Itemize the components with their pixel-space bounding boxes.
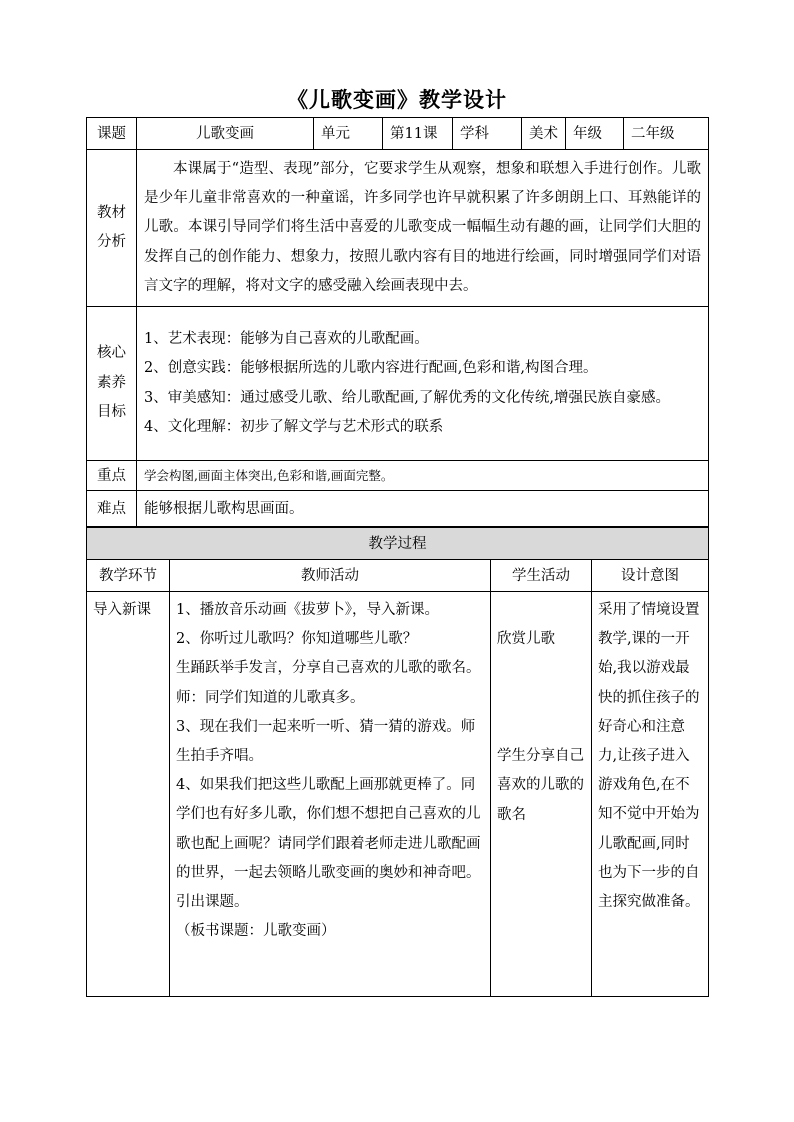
student-step: 学生分享自己喜欢的儿歌的歌名 xyxy=(497,748,584,823)
header-row xyxy=(87,118,709,150)
topic-label: 课题 xyxy=(87,118,137,150)
analysis-label: 教材分析 xyxy=(87,150,137,307)
difficulty-label: 难点 xyxy=(87,491,137,527)
unit-value: 第11课 xyxy=(383,118,453,150)
teacher-step: 生踊跃举手发言，分享自己喜欢的儿歌的歌名。 xyxy=(176,660,481,677)
col-header-teacher: 教师活动 xyxy=(170,560,491,592)
process-title: 教学过程 xyxy=(87,528,709,560)
key-point-label: 重点 xyxy=(87,461,137,491)
teacher-step: 师：同学们知道的儿歌真多。 xyxy=(176,689,365,706)
topic-value: 儿歌变画 xyxy=(137,118,314,150)
key-point-text: 学会构图,画面主体突出,色彩和谐,画面完整。 xyxy=(137,461,709,491)
teacher-step: 4、如果我们把这些儿歌配上画那就更棒了。同学们也有好多儿歌，你们想不想把自己喜欢的儿歌也配上画呢？请同学们跟着老师走进儿歌配画的世界，一起去领略儿歌变画的奥妙和神奇吧。引出课题。 xyxy=(176,777,481,911)
core-item: 3、审美感知：通过感受儿歌、给儿歌配画,了解优秀的文化传统,增强民族自豪感。 xyxy=(144,389,670,406)
page-title: 《儿歌变画》教学设计 xyxy=(287,87,507,112)
grade-label: 年级 xyxy=(566,118,624,150)
info-table xyxy=(86,117,709,527)
student-step: 欣赏儿歌 xyxy=(497,631,555,647)
core-label: 核心素养目标 xyxy=(87,307,137,461)
process-row xyxy=(87,592,709,997)
teacher-activity xyxy=(170,592,491,997)
core-item: 2、创意实践：能够根据所选的儿歌内容进行配画,色彩和谐,构图合理。 xyxy=(144,360,598,376)
unit-label: 单元 xyxy=(314,118,383,150)
core-items xyxy=(137,307,709,461)
subject-value: 美术 xyxy=(522,118,566,150)
col-header-intent: 设计意图 xyxy=(592,560,709,592)
subject-label: 学科 xyxy=(453,118,522,150)
core-row xyxy=(87,307,709,461)
analysis-text: 本课属于“造型、表现”部分，它要求学生从观察，想象和联想入手进行创作。儿歌是少年儿童非常喜欢的一种童谣，许多同学也许早就积累了许多朗朗上口、耳熟能详的儿歌。本课引导同学们将生活中喜爱的儿歌变成一幅幅生动有趣的画，让同学们大胆的发挥自己的创作能力、想象力，按照儿歌内容有目的地进行绘画，同时增强同学们对语言文字的理解，将对文字的感受融入绘画表现中去。 xyxy=(137,150,709,307)
teacher-step: 3、现在我们一起来听一听、猜一猜的游戏。师生拍手齐唱。 xyxy=(176,718,476,765)
col-header-stage: 教学环节 xyxy=(87,560,170,592)
difficulty-row xyxy=(87,491,709,527)
teacher-step: 2、你听过儿歌吗？你知道哪些儿歌？ xyxy=(176,631,418,648)
student-activity xyxy=(491,592,592,997)
difficulty-text: 能够根据儿歌构思画面。 xyxy=(137,491,709,527)
teacher-step: 1、播放音乐动画《拔萝卜》，导入新课。 xyxy=(176,602,439,618)
analysis-row xyxy=(87,150,709,307)
design-intent: 采用了情境设置教学,课的一开始,我以游戏最快的抓住孩子的好奇心和注意力,让孩子进入游戏角色,在不知不觉中开始为儿歌配画,同时也为下一步的自主探究做准备。 xyxy=(592,592,709,997)
process-title-row xyxy=(87,528,709,560)
key-point-row xyxy=(87,461,709,491)
grade-value: 二年级 xyxy=(624,118,709,150)
process-header-row xyxy=(87,560,709,592)
stage-cell: 导入新课 xyxy=(87,592,170,997)
core-item: 4、文化理解：初步了解文学与艺术形式的联系 xyxy=(144,419,444,435)
teacher-step: （板书课题：儿歌变画） xyxy=(176,923,336,940)
col-header-student: 学生活动 xyxy=(491,560,592,592)
core-item: 1、艺术表现：能够为自己喜欢的儿歌配画。 xyxy=(144,330,429,347)
process-table xyxy=(86,527,709,997)
